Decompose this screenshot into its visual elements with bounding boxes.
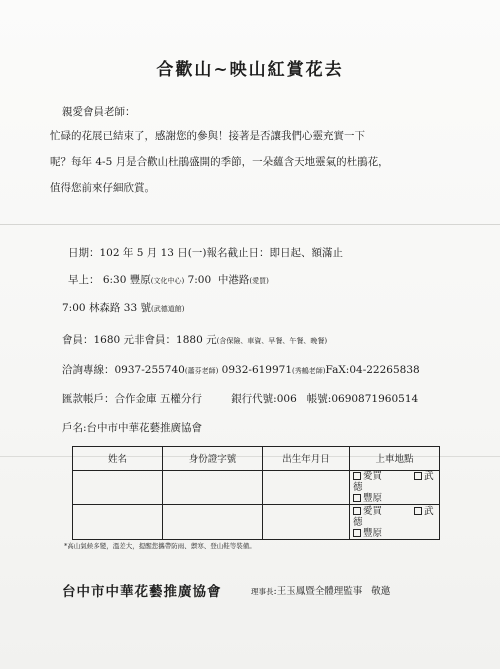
account-line [62, 391, 418, 406]
fax-number: FaX:04-22265838 [325, 364, 420, 376]
name-cell[interactable] [73, 505, 163, 540]
contact-phone-1-note: (蕭芬老師) [184, 367, 219, 375]
bank-code: 銀行代號:006 [231, 393, 297, 405]
checkbox-wude[interactable]: 武德 [353, 505, 434, 528]
third-pickup [62, 300, 184, 315]
checkbox-wude[interactable]: 武德 [353, 470, 434, 493]
chair-and-board: :王玉鳳暨全體理監事 [273, 586, 363, 597]
chair-role: 理事長 [251, 587, 274, 596]
account-label: 匯款帳戶： [62, 393, 115, 405]
pickup-place-2-note: (愛買) [249, 277, 269, 285]
id-number-cell[interactable] [163, 505, 263, 540]
account-number: 帳號:0690871960514 [306, 393, 419, 405]
pickup-options-cell [350, 470, 440, 505]
date-line: 日期：102 年 5 月 13 日(一)報名截止日：即日起、額滿止 [68, 247, 343, 259]
birth-date-cell[interactable] [263, 505, 350, 540]
bank-name: 合作金庫 五權分行 [114, 393, 202, 405]
name-cell[interactable] [73, 470, 163, 505]
pickup-place-1: 豐原 [129, 274, 151, 286]
paper-fold-line [0, 224, 500, 225]
signature-line [251, 583, 390, 597]
fee-note: (含保險、車資、早餐、午餐、晚餐) [216, 337, 328, 345]
pickup-place-1-note: (文化中心) [150, 277, 185, 285]
contact-phone-1: 0937-255740 [114, 364, 185, 376]
checkbox-fengyuan[interactable]: 豐原 [353, 528, 382, 539]
intro-line-3: 值得您前來仔細欣賞。 [50, 182, 155, 194]
fee-line [62, 332, 327, 347]
intro-line-2: 呢？每年 4-5 月是合歡山杜鵑盛開的季節，一朵蘊含天地靈氣的杜鵑花， [50, 156, 389, 168]
morning-schedule [68, 272, 269, 287]
departure-time-3: 7:00 [62, 302, 86, 314]
registration-form-table [72, 446, 440, 540]
table-row [73, 470, 440, 505]
contact-label: 洽詢專線： [62, 364, 115, 376]
document-title: 合歡山~映山紅賞花去 [156, 60, 344, 80]
checkbox-aimai[interactable]: 愛買 [353, 471, 382, 482]
header-name: 姓名 [73, 447, 163, 471]
intro-line-1: 忙碌的花展已結束了，感謝您的參與！接著是否讓我們心靈充實一下 [50, 130, 365, 142]
contact-phone-2-note: (秀鶴老師) [292, 367, 326, 375]
payee-line: 戶名:台中市中華花藝推廣協會 [62, 422, 203, 434]
pickup-place-3: 林森路 33 號 [88, 302, 151, 314]
checkbox-fengyuan[interactable]: 豐原 [353, 493, 382, 504]
id-number-cell[interactable] [163, 470, 263, 505]
header-id-number: 身份證字號 [163, 447, 263, 471]
header-pickup-location: 上車地點 [350, 447, 440, 471]
pickup-options-cell [350, 505, 440, 540]
morning-label: 早上： [68, 274, 100, 286]
birth-date-cell[interactable] [263, 470, 350, 505]
header-birth-date: 出生年月日 [263, 447, 350, 471]
table-row [73, 505, 440, 540]
equipment-note: *高山氣候多變，溫差大，提醒您攜帶防雨、禦寒、登山鞋等裝備。 [64, 542, 256, 550]
contact-phone-2: 0932-619971 [221, 364, 293, 376]
pickup-place-3-note: (武德道館) [150, 305, 185, 313]
checkbox-aimai[interactable]: 愛買 [353, 506, 382, 517]
fee-text: 會員：1680 元非會員：1880 元 [62, 334, 217, 346]
contact-line [62, 362, 420, 377]
greeting: 親愛會員老師： [62, 106, 136, 118]
table-header-row [73, 447, 440, 471]
association-name: 台中市中華花藝推廣協會 [62, 584, 222, 600]
pickup-place-2: 中港路 [217, 274, 250, 286]
departure-time-2: 7:00 [187, 274, 212, 286]
closing-word: 敬邀 [371, 586, 391, 597]
departure-time-1: 6:30 [102, 274, 127, 286]
